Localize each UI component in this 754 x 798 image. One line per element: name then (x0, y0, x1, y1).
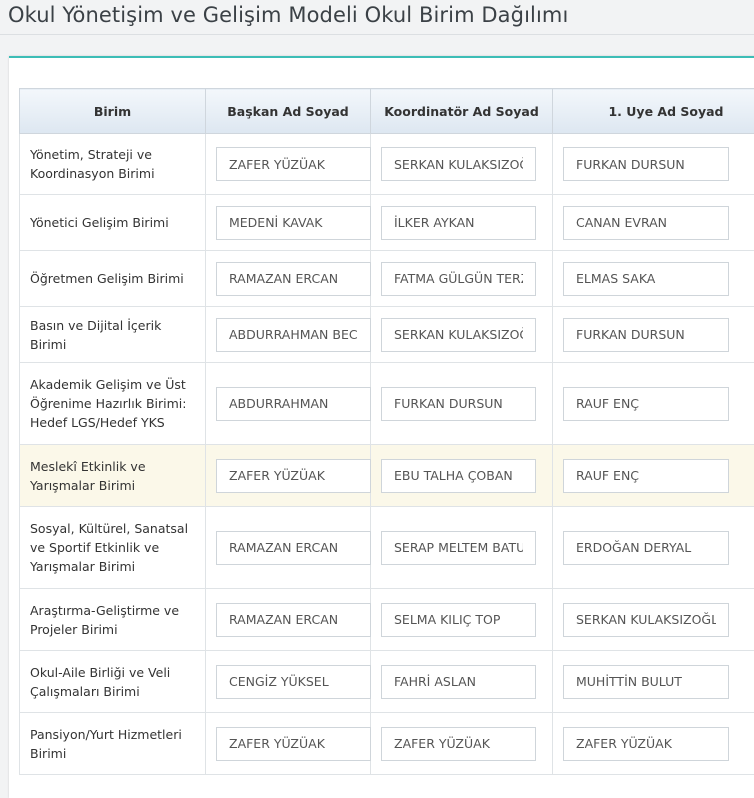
uye1-input[interactable] (563, 206, 729, 240)
unit-name: Öğretmen Gelişim Birimi (20, 251, 206, 307)
uye1-input[interactable] (563, 665, 729, 699)
uye1-input[interactable] (563, 531, 729, 565)
koordinator-input[interactable] (381, 459, 536, 493)
column-header-koordinator: Koordinatör Ad Soyad (371, 89, 553, 134)
table-row (20, 507, 754, 589)
uye1-input[interactable] (563, 262, 729, 296)
table-row (20, 307, 754, 363)
content-panel (9, 56, 754, 798)
uye1-input[interactable] (563, 387, 729, 421)
uye1-input[interactable] (563, 318, 729, 352)
baskan-input[interactable] (216, 531, 371, 565)
koordinator-input[interactable] (381, 603, 536, 637)
column-header-uye1: 1. Uye Ad Soyad (553, 89, 754, 134)
uye1-input[interactable] (563, 459, 729, 493)
unit-name: Araştırma-Geliştirme ve Projeler Birimi (20, 589, 206, 651)
unit-name: Sosyal, Kültürel, Sanatsal ve Sportif Etkinlik ve Yarışmalar Birimi (20, 507, 206, 589)
unit-name: Yönetici Gelişim Birimi (20, 195, 206, 251)
unit-name: Meslekî Etkinlik ve Yarışmalar Birimi (20, 445, 206, 507)
unit-table (19, 88, 754, 775)
uye1-input[interactable] (563, 727, 729, 761)
baskan-input[interactable] (216, 206, 371, 240)
table-row-highlighted (20, 445, 754, 507)
koordinator-input[interactable] (381, 147, 536, 181)
koordinator-input[interactable] (381, 206, 536, 240)
column-header-birim: Birim (20, 89, 206, 134)
table-row (20, 363, 754, 445)
koordinator-input[interactable] (381, 318, 536, 352)
unit-name: Yönetim, Strateji ve Koordinasyon Birimi (20, 134, 206, 195)
title-divider (0, 34, 754, 35)
baskan-input[interactable] (216, 262, 371, 296)
uye1-input[interactable] (563, 147, 729, 181)
baskan-input[interactable] (216, 387, 371, 421)
column-header-baskan: Başkan Ad Soyad (206, 89, 371, 134)
table-row (20, 651, 754, 713)
koordinator-input[interactable] (381, 665, 536, 699)
unit-name: Pansiyon/Yurt Hizmetleri Birimi (20, 713, 206, 775)
table-row (20, 195, 754, 251)
koordinator-input[interactable] (381, 727, 536, 761)
table-row (20, 713, 754, 775)
uye1-input[interactable] (563, 603, 729, 637)
koordinator-input[interactable] (381, 262, 536, 296)
table-row (20, 134, 754, 195)
unit-name: Basın ve Dijital İçerik Birimi (20, 307, 206, 363)
baskan-input[interactable] (216, 727, 371, 761)
baskan-input[interactable] (216, 665, 371, 699)
table-row (20, 589, 754, 651)
unit-name: Akademik Gelişim ve Üst Öğrenime Hazırlık Birimi: Hedef LGS/Hedef YKS (20, 363, 206, 445)
baskan-input[interactable] (216, 147, 371, 181)
baskan-input[interactable] (216, 603, 371, 637)
baskan-input[interactable] (216, 318, 371, 352)
baskan-input[interactable] (216, 459, 371, 493)
page-title: Okul Yönetişim ve Gelişim Modeli Okul Birim Dağılımı (8, 3, 568, 27)
unit-name: Okul-Aile Birliği ve Veli Çalışmaları Birimi (20, 651, 206, 713)
table-header-row (20, 89, 754, 134)
table-row (20, 251, 754, 307)
koordinator-input[interactable] (381, 531, 536, 565)
koordinator-input[interactable] (381, 387, 536, 421)
